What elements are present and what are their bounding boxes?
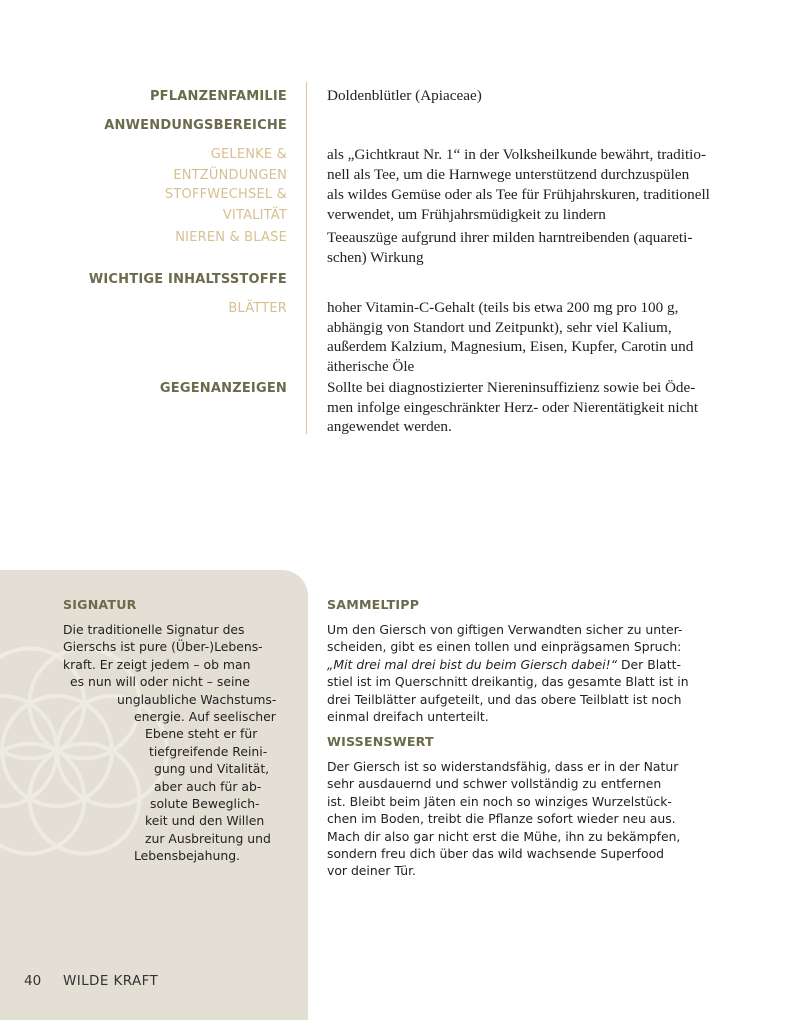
label-kidneys: NIEREN & BLASE — [175, 230, 287, 245]
wissenswert-line: vor deiner Tür. — [327, 863, 417, 879]
label-plant-family: PFLANZENFAMILIE — [149, 89, 287, 104]
value-line: abhängig von Standort und Zeitpunkt), sehr viel Kalium, — [327, 318, 672, 336]
signatur-line: es nun will oder nicht – seine — [70, 674, 250, 690]
sammeltipp-line: stiel ist im Querschnitt dreikantig, das gesamte Blatt ist in — [327, 674, 689, 690]
value-line: Teeauszüge aufgrund ihrer milden harntreibenden (aquareti- — [327, 229, 693, 246]
value-line: ätherische Öle — [327, 358, 415, 376]
label-leaves: BLÄTTER — [228, 301, 287, 316]
page-number: 40 — [24, 973, 42, 989]
wissenswert-line: sondern freu dich über das wild wachsende Superfood — [327, 846, 665, 862]
signatur-line: gung und Vitalität, — [154, 761, 270, 777]
label-applications: ANWENDUNGSBEREICHE — [104, 118, 287, 133]
signatur-text — [0, 621, 300, 865]
signatur-line: kraft. Er zeigt jedem – ob man — [63, 656, 251, 672]
signatur-line: zur Ausbreitung und — [145, 830, 271, 846]
running-title: WILDE KRAFT — [63, 973, 159, 989]
label-contraindications: GEGENANZEIGEN — [159, 381, 287, 396]
wissenswert-line: Mach dir also gar nicht erst die Mühe, ihn zu bekämpfen, — [327, 828, 681, 844]
signatur-line: Lebensbejahung. — [134, 848, 240, 864]
sammeltipp-line: einmal dreifach unterteilt. — [327, 709, 489, 725]
value-contraindications — [327, 378, 698, 437]
value-line: außerdem Kalzium, Magnesium, Eisen, Kupfer, Carotin und — [327, 338, 694, 356]
value-line: angewendet werden. — [327, 418, 452, 436]
value-leaves — [327, 298, 693, 377]
value-line: als wildes Gemüse oder als Tee für Frühjahrskuren, traditionell — [327, 186, 710, 203]
label-metabolism-line: STOFFWECHSEL & — [164, 187, 287, 202]
value-line: schen) Wirkung — [327, 248, 424, 266]
value-joints — [327, 145, 706, 184]
signatur-line: Ebene steht er für — [145, 726, 258, 742]
sammeltipp-line-rest: Der Blatt- — [617, 656, 681, 672]
label-metabolism — [165, 184, 287, 226]
label-metabolism-line: VITALITÄT — [222, 208, 287, 223]
signatur-line: aber auch für ab- — [154, 778, 262, 794]
signatur-line: energie. Auf seelischer — [134, 709, 276, 725]
value-line: men infolge eingeschränkter Herz- oder Nierentätigkeit nicht — [327, 398, 699, 416]
signatur-line: Die traditionelle Signatur des — [63, 622, 245, 637]
value-line: verwendet, um Frühjahrsmüdigkeit zu lindern — [327, 205, 606, 223]
signatur-line: unglaubliche Wachstums- — [117, 691, 277, 707]
sammeltipp-line: scheiden, gibt es einen tollen und einprägsamen Spruch: — [327, 639, 682, 655]
wissenswert-line: ist. Bleibt beim Jäten ein noch so winziges Wurzelstück- — [327, 793, 672, 809]
value-line: hoher Vitamin-C-Gehalt (teils bis etwa 200 mg pro 100 g, — [327, 299, 679, 316]
sammeltipp-line — [327, 656, 689, 673]
label-joints — [173, 144, 287, 186]
value-line: als „Gichtkraut Nr. 1“ in der Volksheilkunde bewährt, traditio- — [327, 146, 707, 163]
wissenswert-heading: WISSENSWERT — [327, 734, 434, 749]
signatur-line: Gierschs ist pure (Über-)Lebens- — [63, 639, 263, 655]
wissenswert-line: sehr ausdauernd und schwer vollständig zu entfernen — [327, 776, 662, 792]
label-ingredients: WICHTIGE INHALTSSTOFFE — [88, 272, 287, 287]
label-joints-line: GELENKE & — [210, 147, 287, 162]
signatur-line: tiefgreifende Reini- — [149, 743, 268, 759]
value-line: Sollte bei diagnostizierter Niereninsuffizienz sowie bei Öde- — [327, 379, 696, 396]
value-metabolism — [327, 185, 710, 224]
value-line: nell als Tee, um die Harnwege unterstützend durchzuspülen — [327, 165, 690, 183]
signatur-line: solute Beweglich- — [150, 796, 260, 812]
sammeltipp-line: drei Teilblätter aufgeteilt, und das obere Teilblatt ist noch — [327, 691, 682, 707]
signatur-line: keit und den Willen — [145, 813, 265, 829]
wissenswert-text — [327, 758, 680, 880]
sammeltipp-line: Um den Giersch von giftigen Verwandten sicher zu unter- — [327, 622, 683, 637]
label-joints-line: ENTZÜNDUNGEN — [173, 168, 287, 183]
wissenswert-line: chen im Boden, treibt die Pflanze sofort wieder neu aus. — [327, 811, 676, 827]
sammeltipp-heading: SAMMELTIPP — [327, 597, 420, 612]
table-divider — [306, 82, 307, 434]
value-kidneys — [327, 228, 692, 267]
sammeltipp-quote: „Mit drei mal drei bist du beim Giersch dabei!“ — [327, 656, 618, 672]
signatur-heading: SIGNATUR — [63, 597, 137, 612]
sammeltipp-text — [327, 621, 689, 725]
wissenswert-line: Der Giersch ist so widerstandsfähig, dass er in der Natur — [327, 759, 679, 774]
value-plant-family: Doldenblütler (Apiaceae) — [327, 87, 482, 104]
